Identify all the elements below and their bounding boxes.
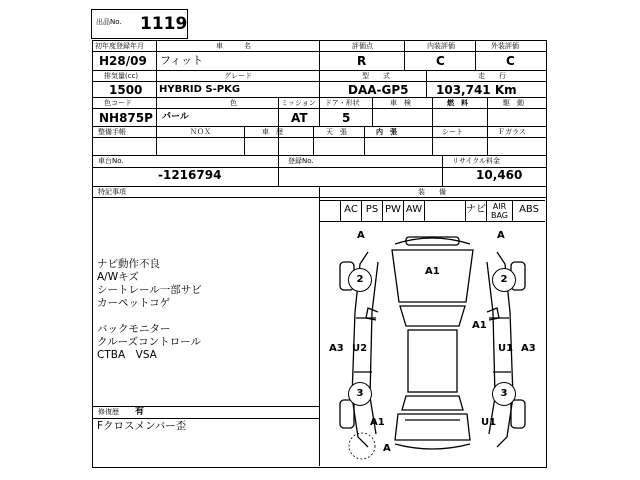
damage-mark-left-pillar: U2 [352, 343, 368, 354]
equipment-row [320, 200, 545, 222]
equipment-airbag: AIR BAG [487, 201, 513, 221]
rear-bumper-outline [395, 444, 470, 449]
damage-mark-right-middle: A1 [472, 320, 487, 331]
lot-number-box [91, 9, 188, 39]
wheel-rear-left [340, 400, 354, 428]
label-registration-no: 登録No. [288, 157, 314, 165]
label-grade: グレード [224, 72, 252, 80]
damage-mark-rear-bumper: A [383, 443, 391, 454]
damage-mark-front-left: A [357, 230, 365, 241]
damage-mark-rear-left: A1 [370, 417, 385, 428]
equipment-ac: AC [341, 201, 362, 221]
label-color-code: 色コード [104, 99, 132, 107]
label-transmission: ミッション [281, 99, 316, 107]
label-color: 色 [230, 99, 237, 107]
roof-outline [408, 330, 457, 392]
rear-window-outline [402, 396, 463, 410]
label-inspection: 車 検 [390, 99, 411, 107]
row-divider [92, 137, 546, 138]
value-recycle-fee: 10,460 [476, 168, 523, 182]
label-interior-grade: 内装評価 [427, 42, 455, 50]
value-transmission: AT [291, 111, 308, 125]
label-fuel: 燃 料 [447, 99, 468, 107]
damage-circle-left-front: 2 [348, 268, 372, 292]
damage-mark-hood: A1 [425, 266, 440, 277]
label-year: 初年度登録年月 [95, 42, 144, 50]
equipment-navi: ナビ [466, 201, 487, 221]
left-side-inner-line [370, 262, 378, 434]
label-displacement: 排気量(cc) [104, 72, 139, 80]
value-exterior-grade: C [506, 54, 515, 68]
label-recycle-fee: リサイクル料金 [452, 157, 501, 165]
value-color: パール [162, 112, 189, 122]
value-car-name: フィット [160, 54, 204, 67]
label-doors: ドア・形状 [325, 99, 360, 107]
value-repair-history: 有 [135, 407, 145, 417]
equipment-abs: ABS [519, 204, 539, 215]
wheel-rear-right [511, 400, 525, 428]
label-nox: ＮＯＸ [190, 128, 211, 136]
label-equipment: 装 備 [418, 188, 446, 196]
remarks-text: ナビ動作不良 A/Wキズ シートレール一部サビ カーペットコゲ バックモニター クルーズコントロール CTBA VSA [97, 258, 202, 361]
equipment-ps: PS [362, 201, 383, 221]
value-chassis-no: -1216794 [158, 168, 222, 182]
value-doors: 5 [342, 111, 351, 125]
value-mileage: 103,741 Km [436, 83, 517, 97]
label-chassis-no: 車台No. [98, 157, 124, 165]
damage-mark-left-side: A3 [329, 343, 344, 354]
equipment-cell-blank [425, 201, 466, 221]
equipment-cell-blank [320, 201, 341, 221]
value-model: DAA-GP5 [348, 83, 409, 97]
label-mileage: 走 行 [478, 72, 506, 80]
repair-note: Fクロスメンバー歪 [97, 420, 187, 432]
damage-circle-left-rear: 3 [348, 382, 372, 406]
spare-tire-circle [349, 433, 375, 459]
label-drive: 駆 動 [503, 99, 524, 107]
row-divider [92, 155, 546, 156]
value-year: H28/09 [99, 54, 147, 68]
value-color-code: NH875P [99, 111, 153, 125]
lot-number: 1119 [140, 14, 188, 34]
lot-number-label: 出品No. [96, 18, 122, 26]
value-grade: HYBRID S-PKG [159, 84, 241, 95]
equipment-aw: AW [404, 201, 425, 221]
value-interior-grade: C [436, 54, 445, 68]
label-car-name: 車 名 [216, 42, 251, 50]
tailgate-outline [395, 414, 470, 440]
value-score: R [357, 54, 367, 68]
label-exterior-grade: 外装評価 [491, 42, 519, 50]
label-service-book: 整備手帳 [98, 128, 126, 136]
label-interior-trim: 内 張 [376, 128, 397, 136]
damage-mark-front-right: A [497, 230, 505, 241]
label-remarks: 特記事項 [98, 188, 126, 196]
damage-circle-right-front: 2 [492, 268, 516, 292]
label-headliner: 天 張 [326, 128, 347, 136]
label-repair-history: 修復歴 [98, 408, 119, 416]
label-front-glass: Ｆガラス [498, 128, 526, 136]
label-history: 車 歴 [262, 128, 283, 136]
damage-mark-right-side: A3 [521, 343, 536, 354]
right-side-inner-line [487, 262, 495, 434]
equipment-pw: PW [383, 201, 404, 221]
damage-circle-right-rear: 3 [492, 382, 516, 406]
value-displacement: 1500 [109, 83, 143, 97]
label-seat: シート [442, 128, 463, 136]
windshield-outline [400, 306, 465, 326]
damage-mark-right-pillar: U1 [498, 343, 514, 354]
label-model: 型 式 [362, 72, 390, 80]
label-score: 評価点 [352, 42, 373, 50]
damage-mark-rear-right: U1 [481, 417, 497, 428]
